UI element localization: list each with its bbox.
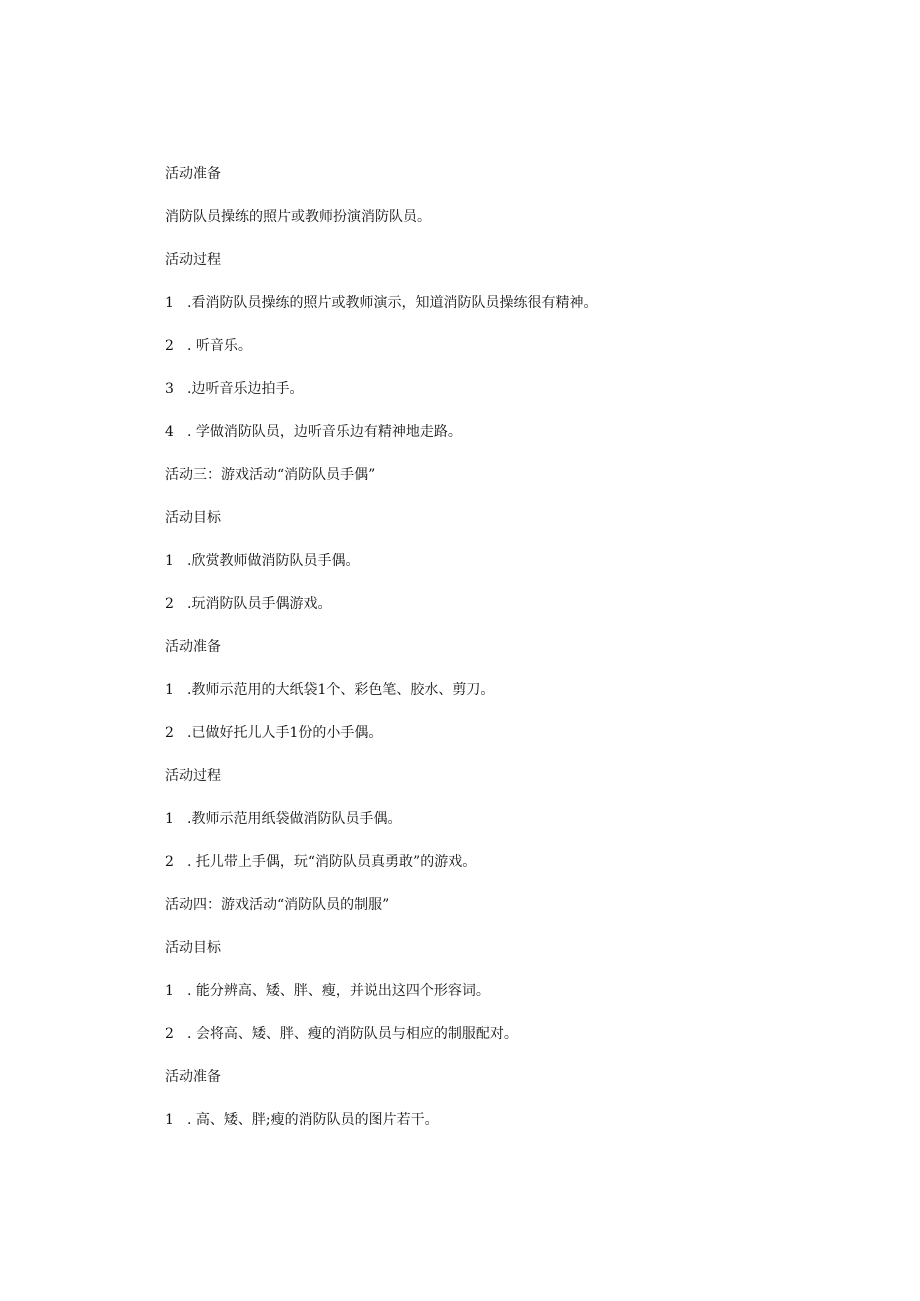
item-number: 2 [165, 725, 174, 741]
list-item [165, 853, 476, 871]
item-text: .已做好托儿人手1份的小手偶。 [187, 725, 383, 741]
item-number: 1 [165, 682, 174, 698]
item-text: . 高、矮、胖;瘦的消防队员的图片若干。 [187, 1112, 439, 1128]
item-text: . 会将高、矮、胖、瘦的消防队员与相应的制服配对。 [187, 1026, 518, 1042]
item-number: 1 [165, 811, 174, 827]
item-text: . 听音乐。 [187, 338, 252, 354]
item-number: 4 [165, 424, 174, 440]
list-item [165, 380, 303, 398]
item-number: 1 [165, 1112, 174, 1128]
text: 活动准备 [165, 1069, 221, 1085]
list-item [165, 681, 494, 699]
text: 活动目标 [165, 510, 221, 526]
section-heading [165, 165, 221, 183]
item-text: .看消防队员操练的照片或教师演示，知道消防队员操练很有精神。 [187, 295, 598, 311]
item-number: 1 [165, 553, 174, 569]
item-number: 1 [165, 983, 174, 999]
item-text: .教师示范用的大纸袋1个、彩色笔、胶水、剪刀。 [187, 682, 495, 698]
list-item [165, 724, 382, 742]
item-number: 2 [165, 1026, 174, 1042]
text: 活动准备 [165, 639, 221, 655]
activity-title [165, 466, 375, 484]
list-item [165, 552, 359, 570]
text: 活动三：游戏活动“消防队员手偶” [165, 467, 376, 483]
list-item [165, 1111, 439, 1129]
item-text: .欣赏教师做消防队员手偶。 [187, 553, 360, 569]
list-item [165, 595, 331, 613]
item-number: 2 [165, 338, 174, 354]
paragraph [165, 208, 431, 226]
section-heading [165, 509, 221, 527]
text: 活动四：游戏活动“消防队员的制服” [165, 897, 390, 913]
item-text: . 学做消防队员，边听音乐边有精神地走路。 [187, 424, 462, 440]
activity-title [165, 896, 389, 914]
item-text: . 托儿带上手偶，玩“消防队员真勇敢”的游戏。 [187, 854, 477, 870]
list-item [165, 423, 462, 441]
section-heading [165, 1068, 221, 1086]
text: 活动目标 [165, 940, 221, 956]
list-item [165, 294, 597, 312]
item-number: 2 [165, 596, 174, 612]
section-heading [165, 939, 221, 957]
list-item [165, 337, 252, 355]
text: 活动过程 [165, 768, 221, 784]
item-text: .教师示范用纸袋做消防队员手偶。 [187, 811, 402, 827]
list-item [165, 982, 490, 1000]
item-number: 1 [165, 295, 174, 311]
text: 消防队员操练的照片或教师扮演消防队员。 [165, 209, 431, 225]
list-item [165, 1025, 518, 1043]
text: 活动准备 [165, 166, 221, 182]
item-text: .玩消防队员手偶游戏。 [187, 596, 332, 612]
section-heading [165, 251, 221, 269]
item-text: .边听音乐边拍手。 [187, 381, 304, 397]
text: 活动过程 [165, 252, 221, 268]
item-text: . 能分辨高、矮、胖、瘦，并说出这四个形容词。 [187, 983, 490, 999]
item-number: 3 [165, 381, 174, 397]
section-heading [165, 767, 221, 785]
list-item [165, 810, 401, 828]
item-number: 2 [165, 854, 174, 870]
section-heading [165, 638, 221, 656]
